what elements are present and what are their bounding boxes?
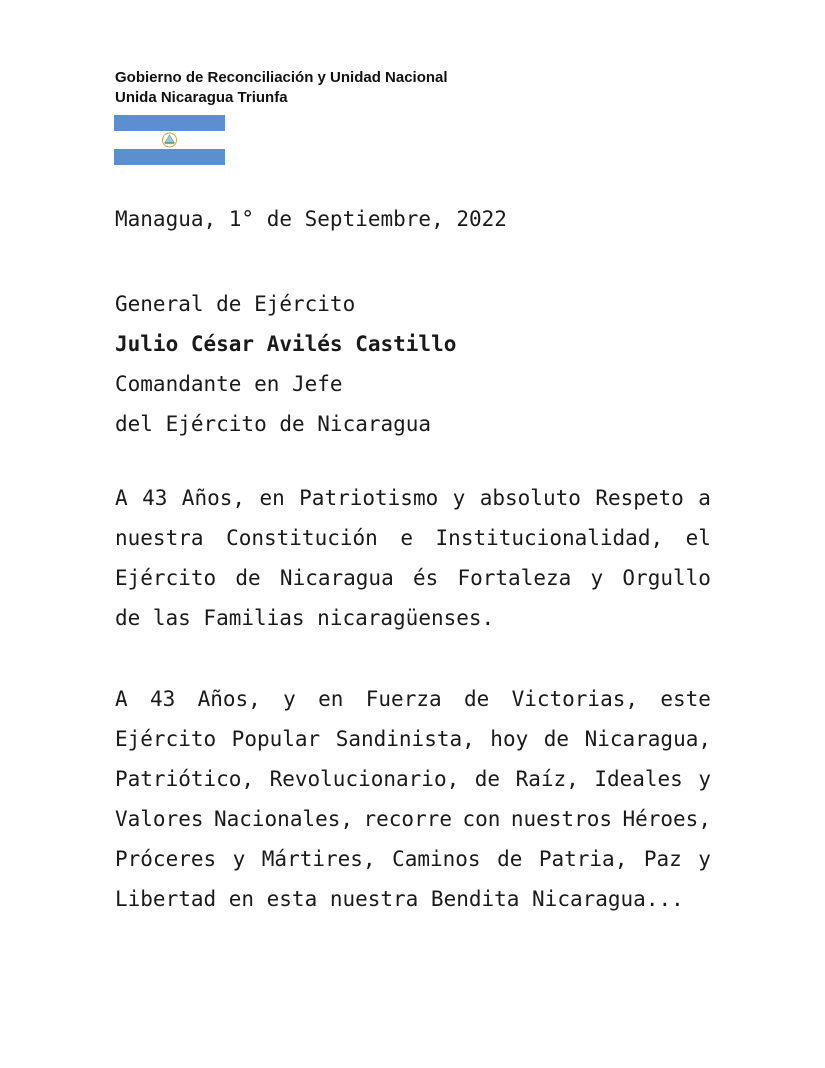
word: Fortaleza [457, 566, 572, 590]
word: nuestros [510, 807, 613, 831]
word: de [115, 606, 141, 630]
paragraph-line [115, 879, 711, 919]
paragraph-line [115, 679, 711, 719]
paragraph-line [115, 799, 711, 839]
word: Valores [115, 807, 204, 831]
word: Constitución [226, 526, 378, 550]
word: Años, [181, 486, 246, 510]
paragraph-line [115, 719, 711, 759]
government-motto: Unida Nicaragua Triunfa [115, 89, 288, 106]
word: de [543, 727, 570, 751]
word: de [474, 767, 501, 791]
word: Paz [643, 847, 682, 871]
paragraph-line [115, 839, 711, 879]
word: Ejército [115, 566, 217, 590]
paragraph-line [115, 478, 711, 518]
word: recorre [363, 807, 453, 831]
word: el [685, 526, 711, 550]
word: Nicaragua... [532, 887, 684, 911]
word: y [452, 486, 466, 510]
word: con [462, 807, 501, 831]
word: hoy [490, 727, 529, 751]
word: A [115, 687, 128, 711]
nicaragua-flag-icon [114, 115, 225, 165]
word: y [698, 847, 711, 871]
word: Nicaragua [279, 566, 394, 590]
word: Fuerza [365, 687, 442, 711]
word: nuestra [115, 526, 204, 550]
word: y [698, 767, 711, 791]
word: Mártires, [261, 847, 376, 871]
word: Ejército [115, 727, 217, 751]
word: Bendita [430, 887, 520, 911]
paragraph-1 [115, 478, 711, 638]
word: Ideales [594, 767, 683, 791]
word: Patria, [538, 847, 628, 871]
word: e [400, 526, 413, 550]
word: nicaragüenses. [317, 606, 495, 630]
word: Raíz, [515, 767, 579, 791]
word: absoluto [479, 486, 581, 510]
word: Nacionales, [213, 807, 354, 831]
word: Institucionalidad, [435, 526, 664, 550]
word: a [698, 486, 711, 510]
word: las [152, 606, 191, 630]
word: este [660, 687, 711, 711]
word: esta [266, 887, 318, 911]
word: en [318, 687, 344, 711]
word: Años, [197, 687, 261, 711]
word: de [463, 687, 490, 711]
recipient-rank: General de Ejército [115, 292, 356, 316]
word: de [235, 566, 261, 590]
recipient-name: Julio César Avilés Castillo [115, 332, 457, 356]
word: és [412, 566, 439, 590]
word: en [228, 887, 255, 911]
word: y [232, 847, 246, 871]
word: Familias [203, 606, 305, 630]
word: Nicaragua, [584, 727, 711, 751]
word: Respeto [595, 486, 684, 510]
coat-of-arms-icon [163, 133, 177, 147]
paragraph-2 [115, 679, 711, 919]
word: en [259, 486, 285, 510]
word: 43 [149, 687, 176, 711]
paragraph-line [115, 759, 711, 799]
letterhead [115, 68, 448, 108]
word: Orgullo [622, 566, 711, 590]
word: Héroes, [622, 807, 711, 831]
recipient-institution: del Ejército de Nicaragua [115, 412, 432, 436]
word: 43 [142, 486, 168, 510]
word: Próceres [115, 847, 217, 871]
word: y [283, 687, 296, 711]
paragraph-line [115, 558, 711, 598]
paragraph-line [115, 518, 711, 558]
word: Caminos [392, 847, 481, 871]
word: de [497, 847, 523, 871]
word: Libertad [115, 887, 217, 911]
recipient-block [115, 284, 456, 444]
word: A [115, 486, 128, 510]
word: Sandinista, [335, 727, 475, 751]
word: Patriotismo [299, 486, 439, 510]
letter-date: Managua, 1° de Septiembre, 2022 [115, 207, 507, 231]
word: Popular [231, 727, 321, 751]
word: y [590, 566, 604, 590]
word: Victorias, [511, 687, 639, 711]
word: nuestra [329, 887, 419, 911]
government-name: Gobierno de Reconciliación y Unidad Nacional [115, 69, 448, 86]
word: Revolucionario, [269, 767, 460, 791]
recipient-title: Comandante en Jefe [115, 372, 343, 396]
paragraph-line [115, 598, 711, 638]
word: Patriótico, [115, 767, 255, 791]
